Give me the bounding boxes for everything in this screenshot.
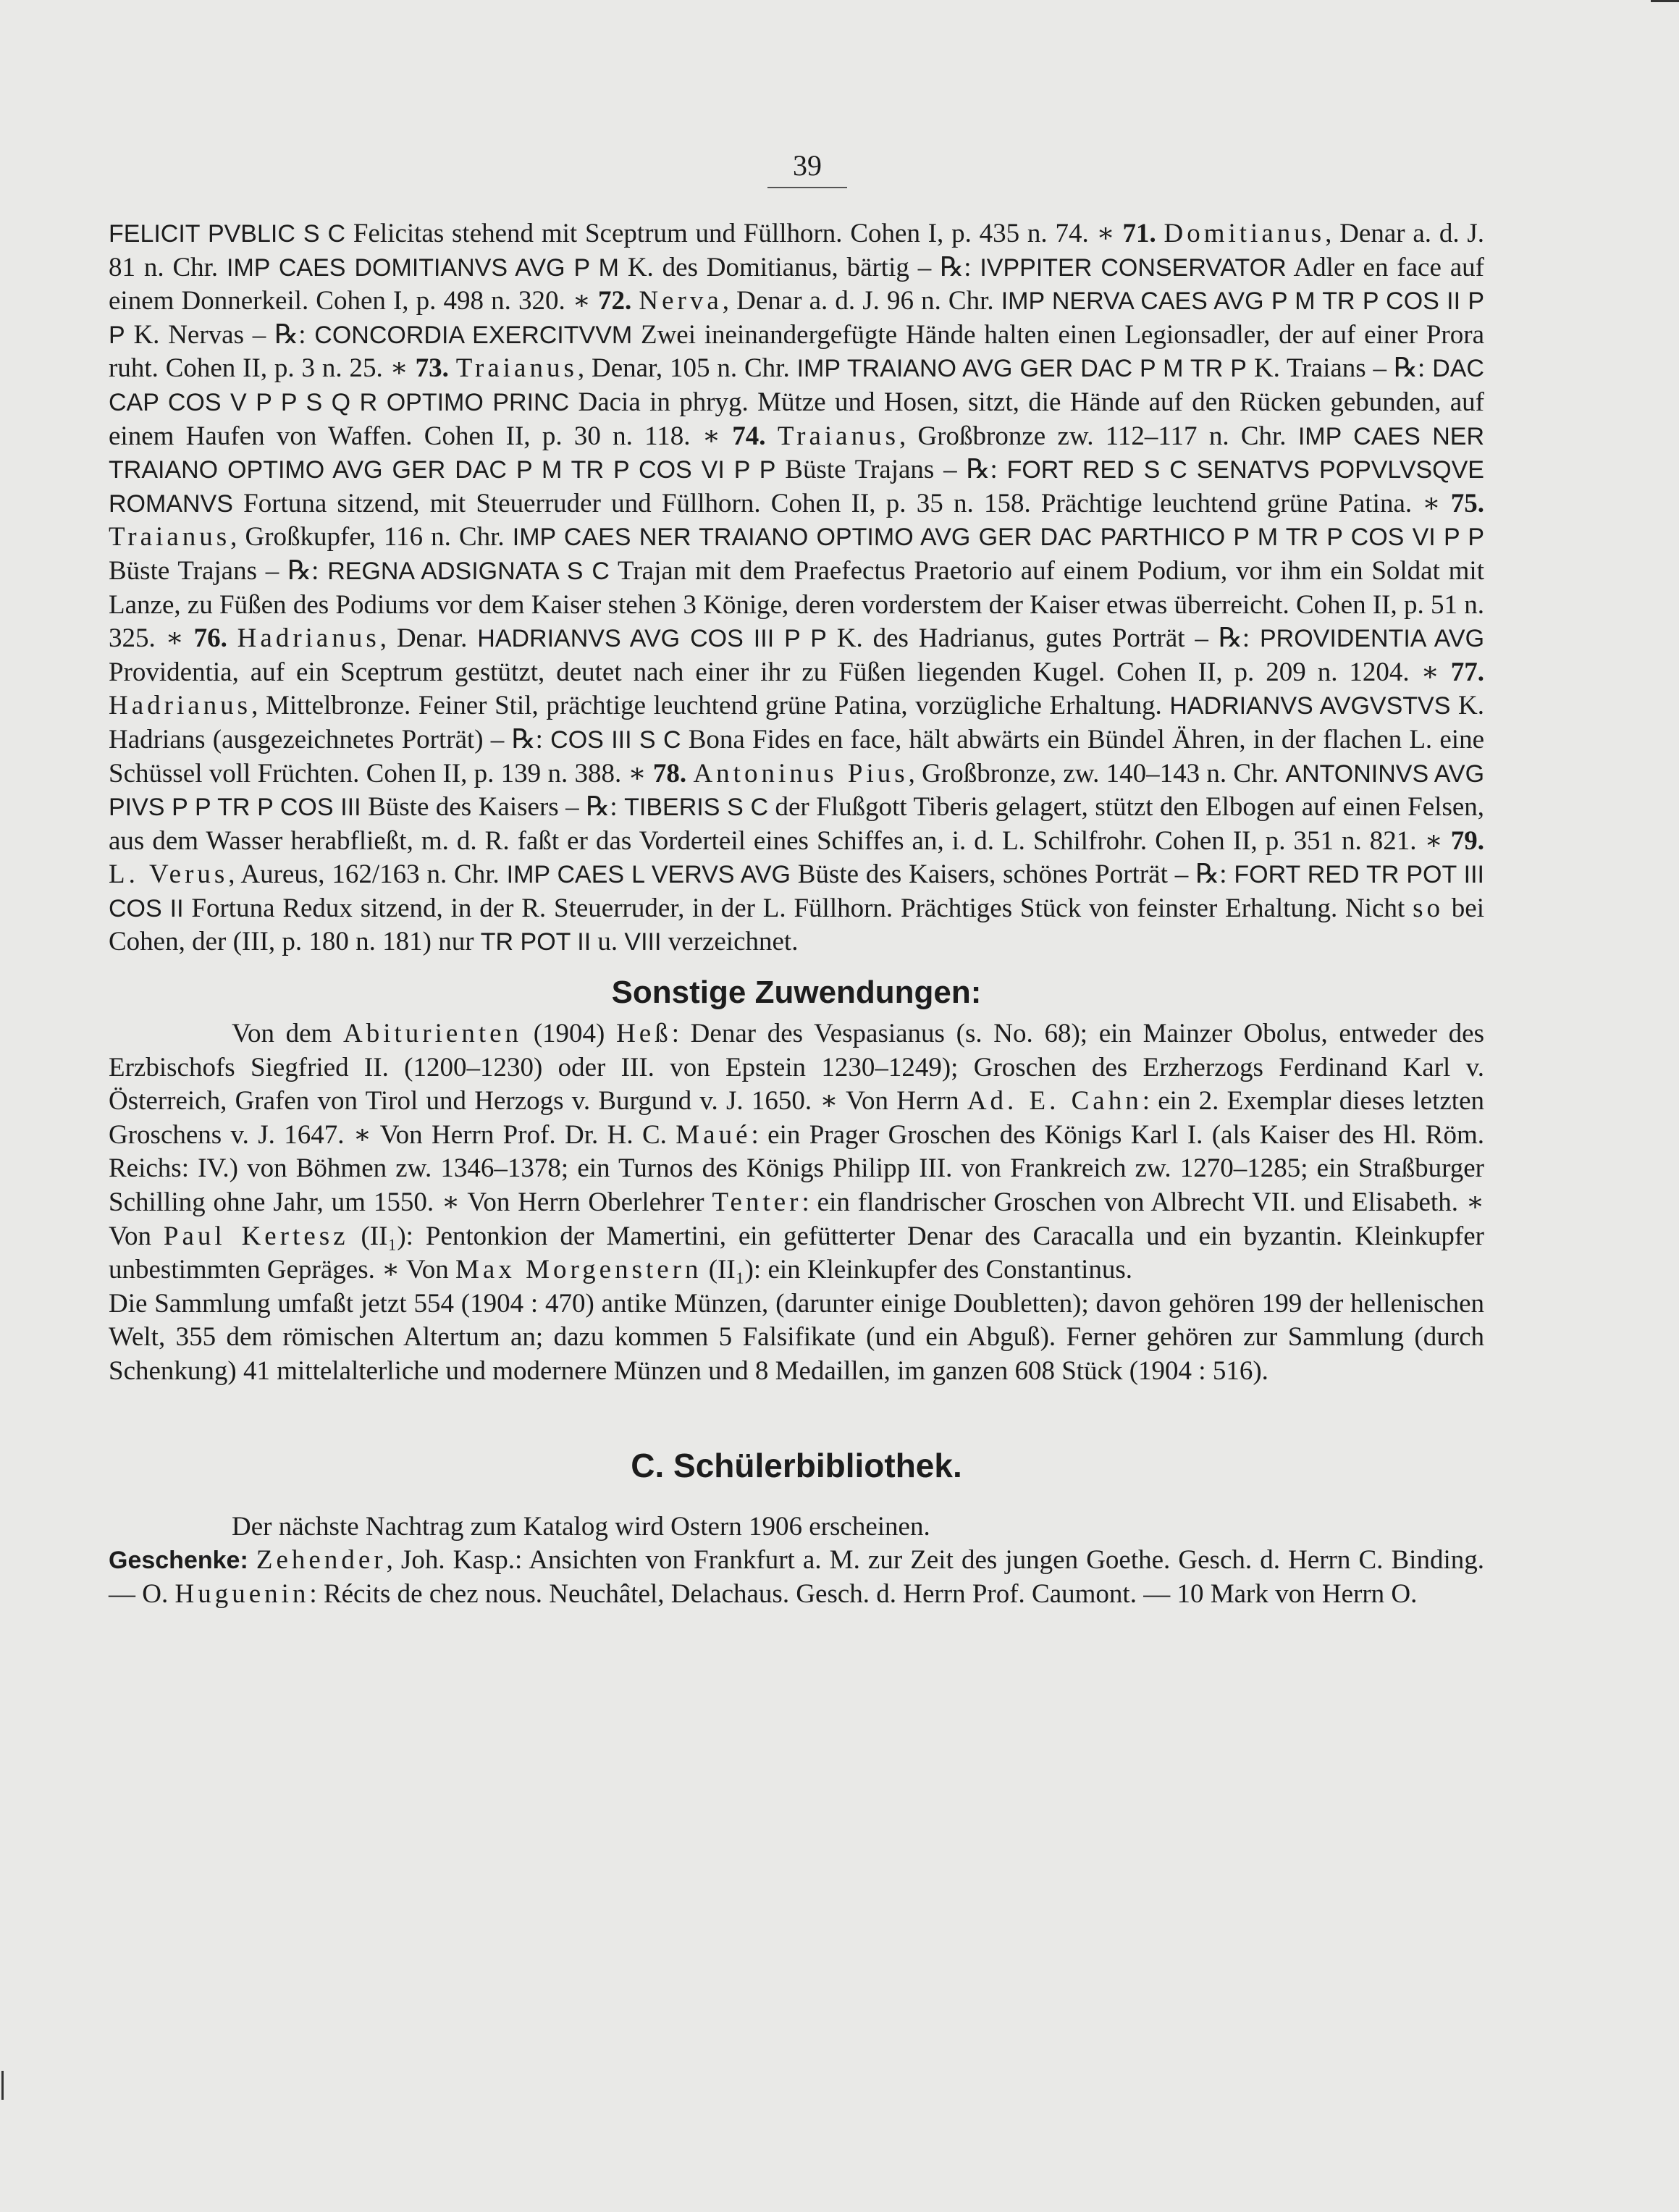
text-run: [449, 353, 456, 383]
text-run: , Denar a. d. J. 81 n. Chr.: [109, 219, 1485, 282]
spaced-name: Maué: [676, 1119, 752, 1150]
coin-legend: IVPPITER CONSERVATOR: [980, 253, 1287, 282]
text-run: K. Nervas – ℞:: [125, 319, 315, 350]
coin-legend: TR POT II: [480, 928, 592, 956]
scan-margin-mark: [1, 2071, 4, 2100]
spaced-name: Paul Kertesz: [163, 1221, 349, 1251]
text-run: : ein flandrischer Groschen von Albrecht VII. und Elisabeth. ∗ Von: [109, 1187, 1484, 1251]
coin-legend: CONCORDIA EXERCITVVM: [314, 321, 633, 349]
text-run: (II₁): ein Kleinkupfer des Constantinus.: [702, 1255, 1132, 1285]
text-run: u.: [591, 927, 625, 957]
coin-legend: COS III S C: [550, 726, 681, 754]
spaced-name: Hadrianus: [237, 623, 380, 654]
text-run: bei Cohen, der (III, p. 180 n. 181) nur: [109, 893, 1484, 957]
item-number: 77.: [1450, 657, 1484, 687]
text-run: [766, 421, 778, 451]
coin-legend: DAC CAP COS V P P S Q R OPTIMO PRINC: [109, 355, 1484, 416]
text-run: , Denar a. d. J. 96 n. Chr.: [722, 286, 1001, 316]
spaced-name: Nerva: [639, 286, 723, 316]
text-run: : Denar des Vespasianus (s. No. 68); ein Mainzer Obolus, entweder des Erzbischofs Siegfried II. (1200–1230) oder III. von Epstein 1230–1249); Groschen des Erzherzogs Ferdinand Karl v. Österreich, Grafen von Tirol und Herzogs v. Burgund v. J. 1650. ∗ Von Herrn: [109, 1019, 1484, 1116]
coin-legend: IMP NERVA CAES AVG P M TR P COS II P P: [109, 287, 1485, 349]
item-number: 75.: [1450, 488, 1484, 518]
text-run: (1904): [522, 1019, 617, 1049]
spaced-name: Antoninus Pius: [693, 758, 909, 789]
catalog-note-paragraph: [109, 1510, 1484, 1544]
spaced-name: Heß: [616, 1019, 672, 1049]
item-number: 72.: [598, 286, 632, 316]
coin-legend: HADRIANVS AVG COS III P P: [477, 625, 827, 653]
text-run: Der nächste Nachtrag zum Katalog wird Ostern 1906 erscheinen.: [232, 1511, 930, 1542]
text-run: [227, 623, 237, 653]
coin-legend: REGNA ADSIGNATA S C: [327, 557, 610, 585]
text-run: , Denar, 105 n. Chr.: [577, 353, 797, 384]
text-run: [631, 286, 639, 316]
text-run: Büste Trajans – ℞:: [109, 555, 328, 586]
text-run: Fortuna Redux sitzend, in der R. Steuerruder, in der L. Füllhorn. Prächtiges Stück von feinster Erhaltung. Nicht: [183, 893, 1413, 923]
text-run: Büste des Kaisers – ℞:: [361, 792, 625, 823]
gifts-paragraph: [109, 1544, 1484, 1611]
coin-legend: FORT RED S C SENATVS POPVLVSQVE ROMANVS: [109, 456, 1484, 518]
text-run: Trajan mit dem Praefectus Praetorio auf einem Podium, vor ihm ein Soldat mit Lanze, zu Füßen des Podiums vor dem Kaiser stehen 3 Könige, deren vorderstem der Kaiser etwas überreicht. Cohen II, p. 51 n. 325. ∗: [109, 555, 1484, 654]
collection-summary-paragraph: [109, 1287, 1484, 1389]
text-run: Bona Fides en face, hält abwärts ein Bündel Ähren, in der flachen L. eine Schüssel voll Früchten. Cohen II, p. 139 n. 388. ∗: [109, 724, 1484, 789]
text-run: [248, 1545, 256, 1575]
coin-legend: FORT RED TR POT III COS II: [109, 861, 1485, 922]
coin-legend: IMP CAES L VERVS AVG: [506, 861, 791, 889]
section-heading-schuelerbibliothek: C. Schülerbibliothek.: [631, 1446, 962, 1484]
text-run: : ein Prager Groschen des Königs Karl I. (als Kaiser des Hl. Röm. Reichs: IV.) von Böhmen zw. 1346–1378; ein Turnos des Königs Philipp III. von Frankreich zw. 1270–1285; ein Straßburger Schilling ohne Jahr, um 1550. ∗ Von Herrn Oberlehrer: [109, 1119, 1485, 1218]
text-run: K. des Domitianus, bärtig – ℞:: [618, 252, 980, 282]
donations-paragraph: [109, 1017, 1484, 1287]
text-run: , Großbronze, zw. 140–143 n. Chr.: [908, 758, 1286, 789]
coin-legend: IMP CAES NER TRAIANO OPTIMO AVG GER DAC P M TR P COS VI P P: [109, 422, 1485, 484]
coin-legend: VIII: [624, 928, 662, 956]
text-run: , Aureus, 162/163 n. Chr.: [228, 859, 507, 890]
text-run: : Récits de chez nous. Neuchâtel, Delachaus. Gesch. d. Herrn Prof. Caumont. — 10 Mark von Herrn O.: [309, 1578, 1418, 1609]
coin-legend: TIBERIS S C: [624, 794, 768, 822]
coin-legend: PROVIDENTIA AVG: [1259, 625, 1485, 653]
text-run: K. des Hadrianus, gutes Porträt – ℞:: [826, 623, 1260, 654]
text-run: Providentia, auf ein Sceptrum gestützt, deutet nach einer ihr zu Füßen liegenden Kugel. Cohen II, p. 209 n. 1204. ∗: [109, 657, 1451, 687]
coin-legend: FELICIT PVBLIC S C: [109, 220, 346, 248]
text-run: [1156, 219, 1164, 248]
item-number: 74.: [732, 421, 766, 451]
spaced-name: Huguenin: [174, 1578, 310, 1609]
spaced-name: L. Verus: [109, 859, 229, 890]
text-run: Adler en face auf einem Donnerkeil. Cohen I, p. 498 n. 320. ∗: [109, 252, 1484, 316]
text-run: Büste des Kaisers, schönes Porträt – ℞:: [790, 859, 1234, 890]
text-run: Die Sammlung umfaßt jetzt 554 (1904 : 470) antike Münzen, (darunter einige Doubletten); davon gehören 199 der hellenischen Welt, 355 dem römischen Altertum an; dazu kommen 5 Falsifikate (und ein Abguß). Ferner gehören zur Sammlung (durch Schenkung) 41 mittelalterliche und modernere Münzen und 8 Medaillen, im ganzen 608 Stück (1904 : 516).: [109, 1288, 1484, 1386]
item-number: 76.: [193, 623, 227, 654]
spaced-name: Hadrianus: [109, 691, 252, 721]
text-run: der Flußgott Tiberis gelagert, stützt den Elbogen auf einen Felsen, aus dem Wasser herabfließt, m. d. R. faßt er das Vorderteil eines Schiffes an, i. d. L. Schilfrohr. Cohen II, p. 351 n. 821. ∗: [109, 792, 1485, 856]
spaced-name: Tenter: [712, 1187, 802, 1218]
spaced-name: Traianus: [109, 522, 231, 552]
item-number: 71.: [1122, 219, 1156, 248]
text-run: Zwei ineinandergefügte Hände halten einen Legionsadler, der auf einer Prora ruht. Cohen II, p. 3 n. 25. ∗: [109, 319, 1484, 384]
coin-legend: HADRIANVS AVGVSTVS: [1169, 692, 1451, 720]
spaced-name: Max Morgenstern: [455, 1255, 702, 1285]
spaced-name: Traianus: [455, 353, 578, 384]
spaced-name: Abiturienten: [343, 1019, 523, 1049]
text-run: , Joh. Kasp.: Ansichten von Frankfurt a. M. zur Zeit des jungen Goethe. Gesch. d. Herrn C. Binding. — O.: [109, 1545, 1484, 1609]
text-run: : ein 2. Exemplar dieses letzten Groschens v. J. 1647. ∗ Von Herrn Prof. Dr. H. C.: [109, 1086, 1484, 1150]
text-run: K. Hadrians (ausgezeichnetes Porträt) – ℞:: [109, 691, 1484, 754]
item-number: 78.: [652, 758, 687, 789]
coin-legend: IMP TRAIANO AVG GER DAC P M TR P: [796, 355, 1247, 383]
coin-legend: IMP CAES NER TRAIANO OPTIMO AVG GER DAC PARTHICO P M TR P COS VI P P: [512, 523, 1484, 552]
text-run: , Denar.: [379, 623, 478, 654]
coin-legend: IMP CAES DOMITIANVS AVG P M: [227, 253, 619, 282]
spaced-name: Domitianus: [1163, 219, 1326, 248]
text-run: , Großbronze zw. 112–117 n. Chr.: [899, 421, 1298, 451]
spaced-name: Ad. E. Cahn: [967, 1086, 1143, 1116]
spaced-name: so: [1413, 893, 1444, 923]
item-number: 79.: [1450, 825, 1484, 856]
scan-edge-mark: [1651, 0, 1679, 2]
text-run: verzeichnet.: [661, 927, 799, 957]
text-run: , Mittelbronze. Feiner Stil, prächtige leuchtend grüne Patina, vorzügliche Erhaltung.: [251, 691, 1170, 721]
text-run: Felicitas stehend mit Sceptrum und Füllhorn. Cohen I, p. 435 n. 74. ∗: [345, 219, 1123, 248]
spaced-name: Traianus: [777, 421, 899, 451]
text-run: Dacia in phryg. Mütze und Hosen, sitzt, die Hände auf den Rücken gebunden, auf einem Haufen von Waffen. Cohen II, p. 30 n. 118. ∗: [109, 387, 1485, 451]
page-number: 39: [767, 148, 847, 188]
spaced-name: Zehender: [256, 1545, 387, 1576]
item-number: 73.: [415, 353, 449, 384]
text-run: K. Traians – ℞:: [1247, 353, 1433, 384]
label: Geschenke:: [109, 1547, 248, 1575]
section-heading-sonstige: Sonstige Zuwendungen:: [611, 975, 982, 1011]
coin-catalog-paragraph: [109, 217, 1484, 959]
text-run: Büste Trajans – ℞:: [775, 455, 1007, 485]
text-run: , Großkupfer, 116 n. Chr.: [230, 522, 513, 552]
text-run: Fortuna sitzend, mit Steuerruder und Füllhorn. Cohen II, p. 35 n. 158. Prächtige leuchtend grüne Patina. ∗: [232, 488, 1451, 518]
text-run: (II₁): Pentonkion der Mamertini, ein gefütterter Denar des Caracalla und ein byzantin. Kleinkupfer unbestimmten Gepräges. ∗ Von: [109, 1221, 1484, 1285]
text-run: Von dem: [232, 1019, 344, 1049]
page-body: [109, 217, 1484, 1611]
coin-legend: ANTONINVS AVG PIVS P P TR P COS III: [109, 760, 1485, 822]
